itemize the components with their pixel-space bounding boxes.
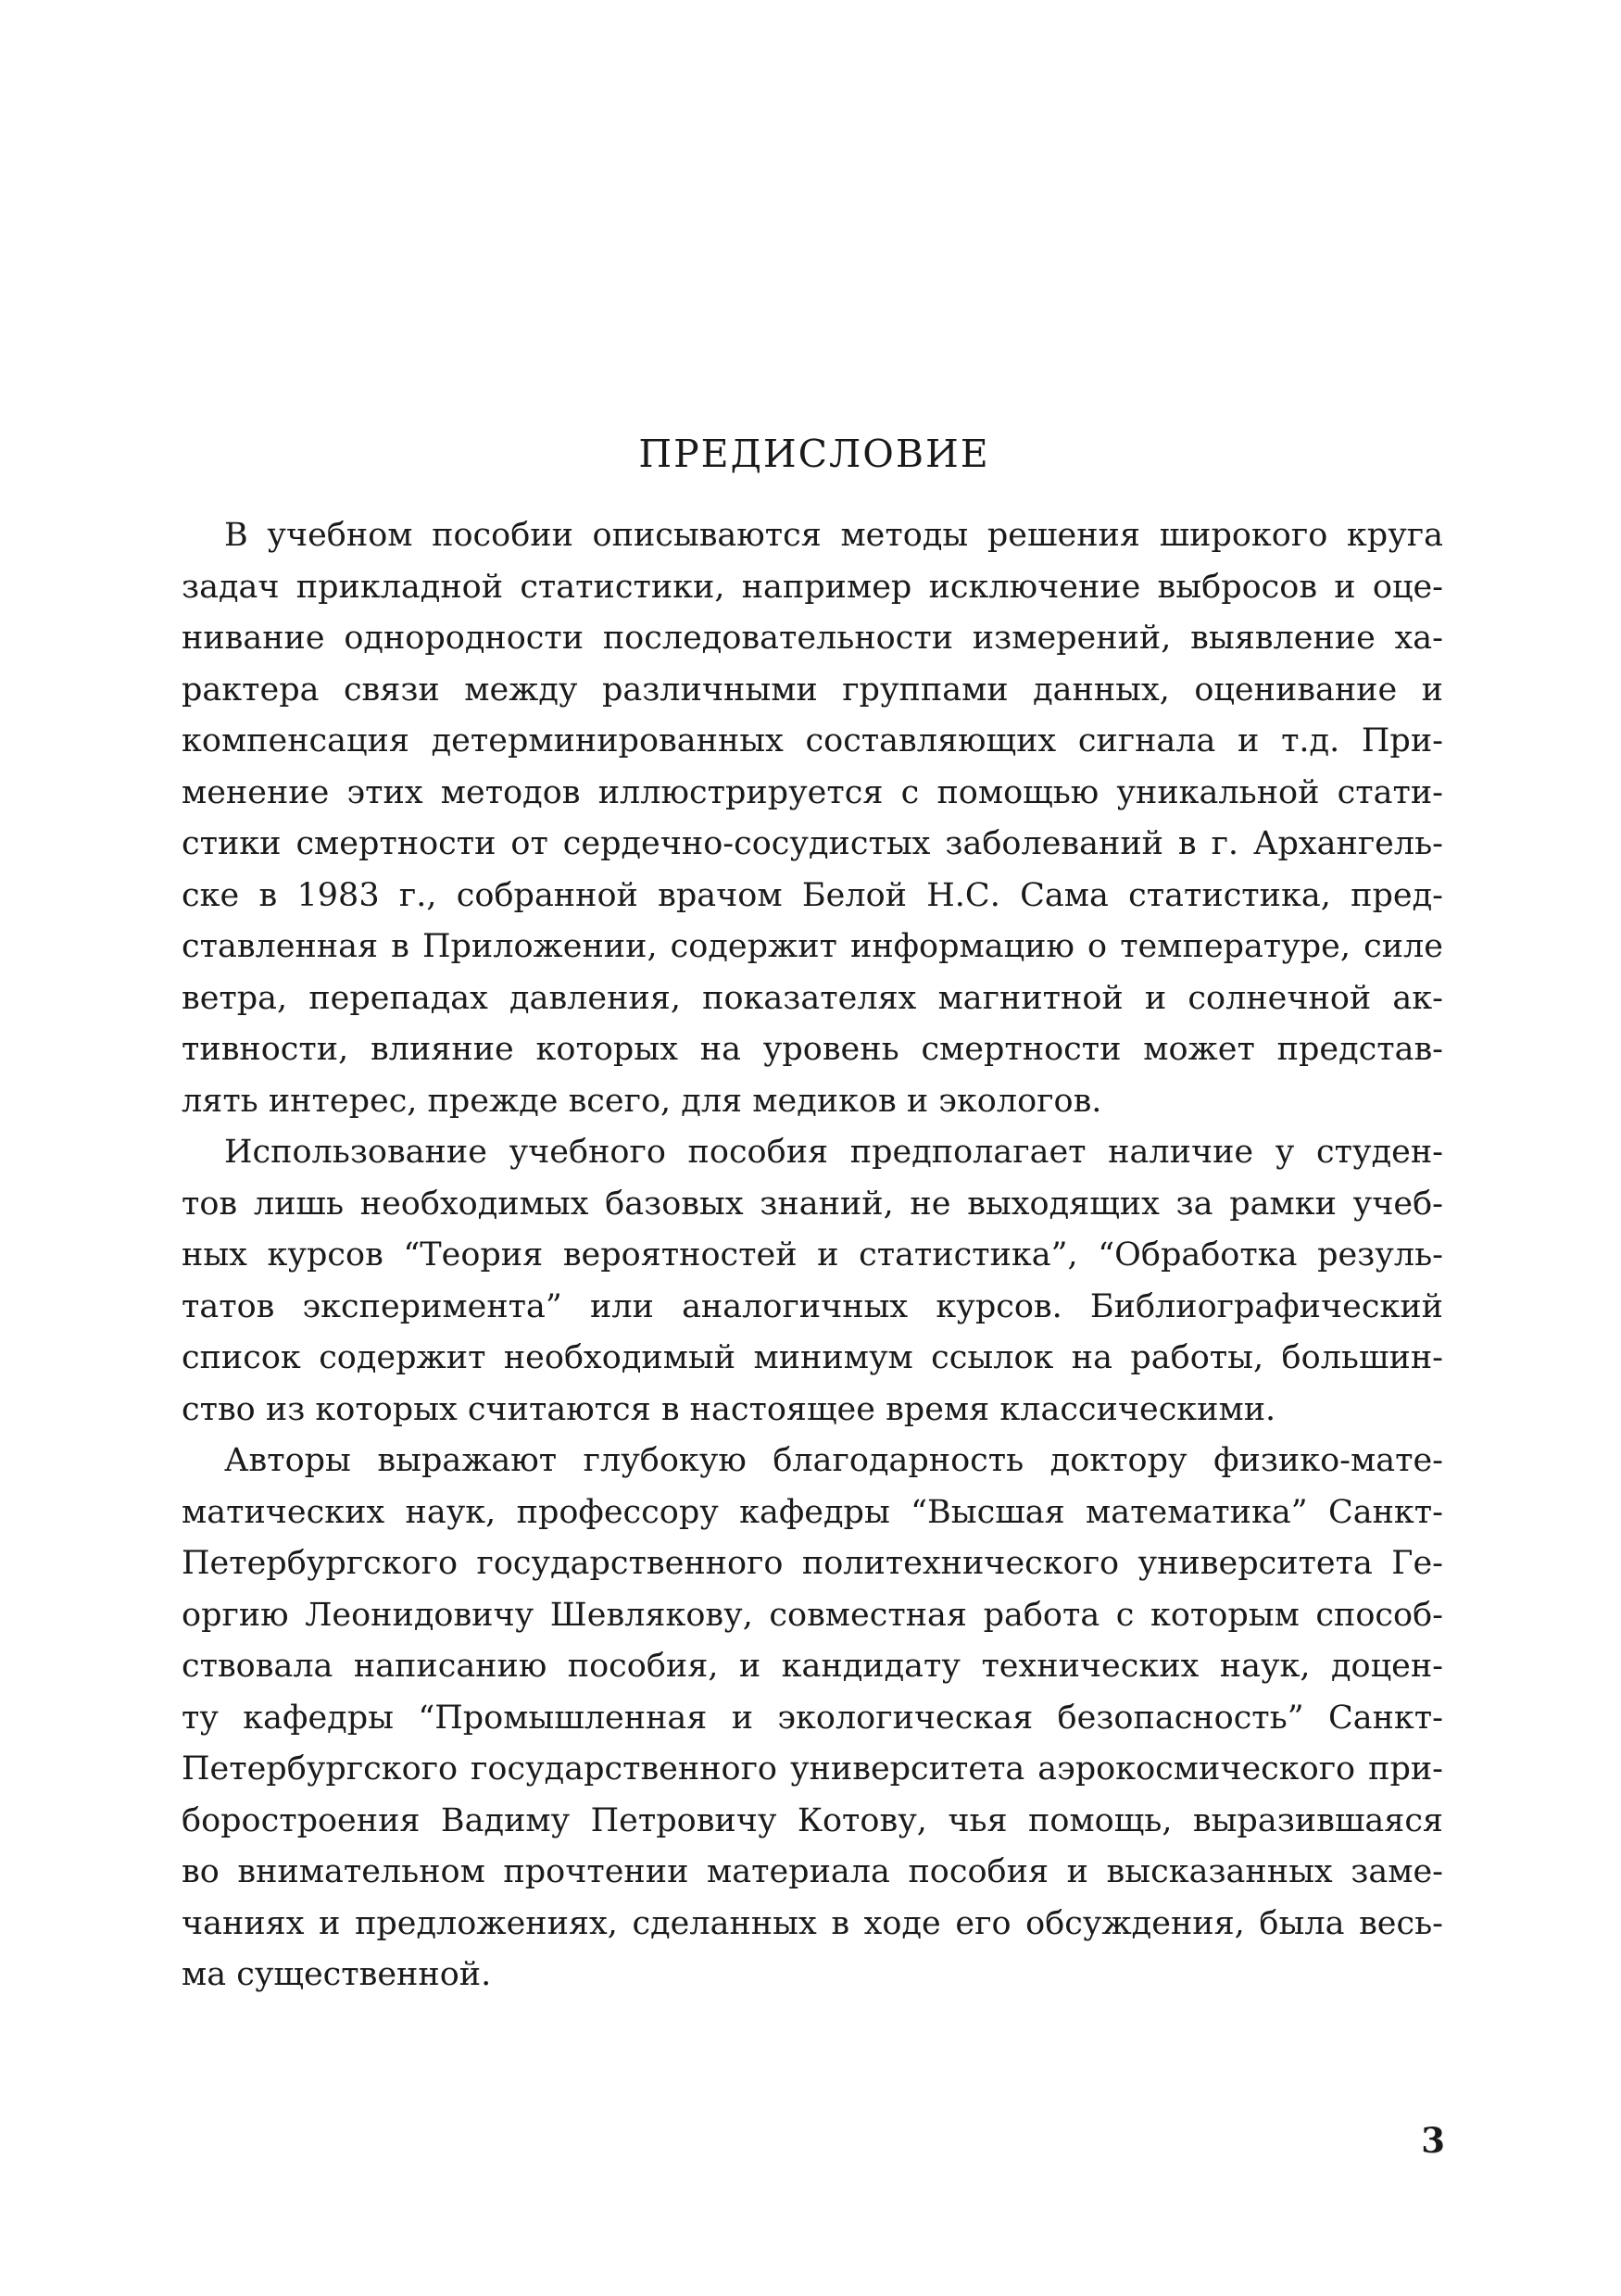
text-line: список содержит необходимый минимум ссылок на работы, большин-: [182, 1339, 1443, 1376]
text-line: тов лишь необходимых базовых знаний, не выходящих за рамки учеб-: [182, 1185, 1443, 1223]
text-line: лять интерес, прежде всего, для медиков и экологов.: [182, 1082, 1102, 1120]
text-line: оргию Леонидовичу Шевлякову, совместная работа с которым способ-: [182, 1596, 1443, 1634]
paragraph-2: [182, 1127, 1443, 1436]
text-line: ствовала написанию пособия, и кандидату технических наук, доцен-: [182, 1648, 1443, 1685]
text-line: Петербургского государственного политехнического университета Ге-: [182, 1545, 1443, 1582]
text-line: тивности, влияние которых на уровень смертности может представ-: [182, 1031, 1443, 1068]
text-line: Авторы выражают глубокую благодарность доктору физико-мате-: [224, 1442, 1443, 1479]
text-line: менение этих методов иллюстрируется с помощью уникальной стати-: [182, 773, 1443, 811]
text-line: ске в 1983 г., собранной врачом Белой Н.С. Сама статистика, пред-: [182, 876, 1443, 914]
text-line: задач прикладной статистики, например исключение выбросов и оце-: [182, 568, 1443, 606]
text-line: компенсация детерминированных составляющих сигнала и т.д. При-: [182, 722, 1443, 759]
text-line: матических наук, профессору кафедры “Высшая математика” Санкт-: [182, 1493, 1443, 1531]
text-line: чаниях и предложениях, сделанных в ходе его обсуждения, была весь-: [182, 1904, 1443, 1942]
text-line: ту кафедры “Промышленная и экологическая безопасность” Санкт-: [182, 1699, 1443, 1737]
page-number: 3: [1421, 2120, 1445, 2161]
text-line: стики смертности от сердечно-сосудистых заболеваний в г. Архангель-: [182, 825, 1443, 862]
text-line: ма существенной.: [182, 1956, 492, 1993]
text-line: Петербургского государственного университета аэрокосмического при-: [182, 1750, 1443, 1788]
text-line: татов эксперимента” или аналогичных курсов. Библиографический: [182, 1287, 1443, 1325]
page-title: ПРЕДИСЛОВИЕ: [638, 432, 990, 476]
paragraph-3: [182, 1436, 1443, 2001]
text-line: нивание однородности последовательности измерений, выявление ха-: [182, 620, 1443, 657]
body-text: [182, 510, 1443, 2001]
text-line: во внимательном прочтении материала пособия и высказанных заме-: [182, 1853, 1443, 1890]
text-line: рактера связи между различными группами данных, оценивание и: [182, 671, 1443, 709]
text-line: Использование учебного пособия предполагает наличие у студен-: [224, 1134, 1443, 1171]
text-line: В учебном пособии описываются методы решения широкого круга: [224, 517, 1443, 554]
text-line: ство из которых считаются в настоящее время классическими.: [182, 1390, 1276, 1428]
paragraph-1: [182, 510, 1443, 1127]
text-line: ных курсов “Теория вероятностей и статистика”, “Обработка резуль-: [182, 1236, 1443, 1273]
text-line: ставленная в Приложении, содержит информацию о температуре, силе: [182, 928, 1443, 965]
text-line: ветра, перепадах давления, показателях магнитной и солнечной ак-: [182, 979, 1443, 1017]
text-line: боростроения Вадиму Петровичу Котову, чья помощь, выразившаяся: [182, 1801, 1443, 1839]
